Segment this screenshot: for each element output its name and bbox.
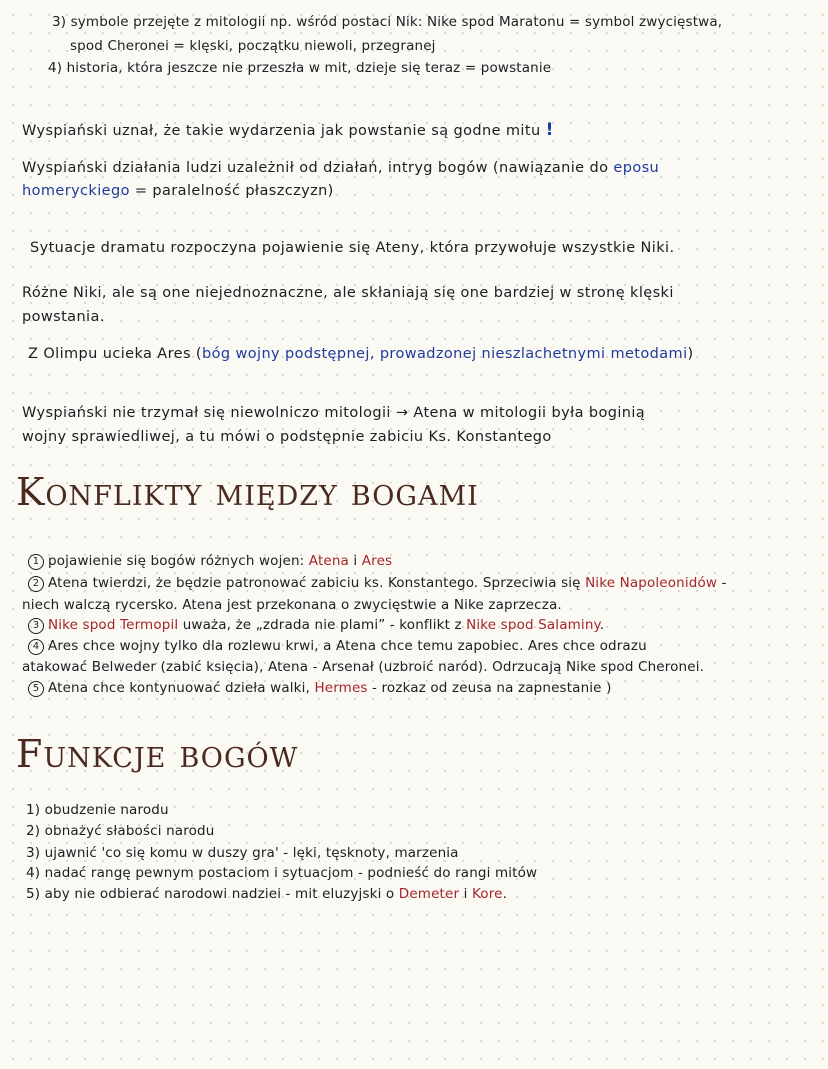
paragraph-mythology-line1: Wyspiański nie trzymał się niewolniczo mitologii → Atena w mitologii była boginią [22,405,646,421]
function-item-5: 5) aby nie odbierać narodowi nadziei - mit eluzyjski o Demeter i Kore. [26,886,508,902]
conflict-item-1: 1 pojawienie się bogów różnych wojen: Atena i Ares [28,553,392,570]
circled-number: 3 [28,618,44,634]
conflict-item-2: 2 Atena twierdzi, że będzie patronować zabiciu ks. Konstantego. Sprzeciwia się Nike Napoleonidów - [28,575,727,592]
function-item-4: 4) nadać rangę pewnym postaciom i sytuacjom - podnieść do rangi mitów [26,865,538,881]
list-item-4: 4) historia, która jeszcze nie przeszła w mit, dzieje się teraz = powstanie [48,60,552,76]
function-item-1: 1) obudzenie narodu [26,802,169,818]
conflict-item-4: 4 Ares chce wojny tylko dla rozlewu krwi, a Atena chce temu zapobiec. Ares chce odrazu [28,638,647,655]
paragraph-niki-line1: Różne Niki, ale są one niejednoznaczne, ale skłaniają się one bardziej w stronę klęski [22,285,674,301]
paragraph-mythology-line2: wojny sprawiedliwej, a tu mówi o podstępnie zabiciu Ks. Konstantego [22,429,552,445]
circled-number: 5 [28,681,44,697]
conflict-item-2-continuation: niech walczą rycersko. Atena jest przekonana o zwycięstwie a Nike zaprzecza. [22,597,562,613]
function-item-3: 3) ujawnić 'co się komu w duszy gra' - lęki, tęsknoty, marzenia [26,845,459,861]
paragraph-niki-line2: powstania. [22,309,105,325]
list-item-3: 3) symbole przejęte z mitologii np. wśród postaci Nik: Nike spod Maratonu = symbol zwycięstwa, [52,14,723,30]
list-item-3-continuation: spod Cheronei = klęski, początku niewoli, przegranej [70,38,436,54]
conflict-item-4-continuation: atakować Belweder (zabić księcia), Atena - Arsenał (uzbroić naród). Odrzucają Nike spod Cheronei. [22,659,705,675]
circled-number: 2 [28,576,44,592]
paragraph-ares: Z Olimpu ucieka Ares (bóg wojny podstępnej, prowadzonej nieszlachetnymi metodami) [28,346,694,362]
paragraph-drama: Sytuacje dramatu rozpoczyna pojawienie się Ateny, która przywołuje wszystkie Niki. [30,240,675,256]
paragraph-myth: Wyspiański uznał, że takie wydarzenia jak powstanie są godne mitu ! [22,120,554,140]
paragraph-gods-line2: homeryckiego = paralelność płaszczyzn) [22,183,334,199]
paragraph-gods-line1: Wyspiański działania ludzi uzależnił od działań, intryg bogów (nawiązanie do eposu [22,160,660,176]
conflict-item-5: 5 Atena chce kontynuować dzieła walki, Hermes - rozkaz od zeusa na zapnestanie ) [28,680,612,697]
conflict-item-3: 3 Nike spod Termopil uważa, że „zdrada nie plami” - konflikt z Nike spod Salaminy. [28,617,604,634]
function-item-2: 2) obnażyć słabości narodu [26,823,215,839]
heading-conflicts: Konflikty między bogami [16,470,479,514]
circled-number: 4 [28,639,44,655]
heading-functions: Funkcje bogów [16,732,299,776]
exclamation-mark: ! [545,120,554,140]
circled-number: 1 [28,554,44,570]
